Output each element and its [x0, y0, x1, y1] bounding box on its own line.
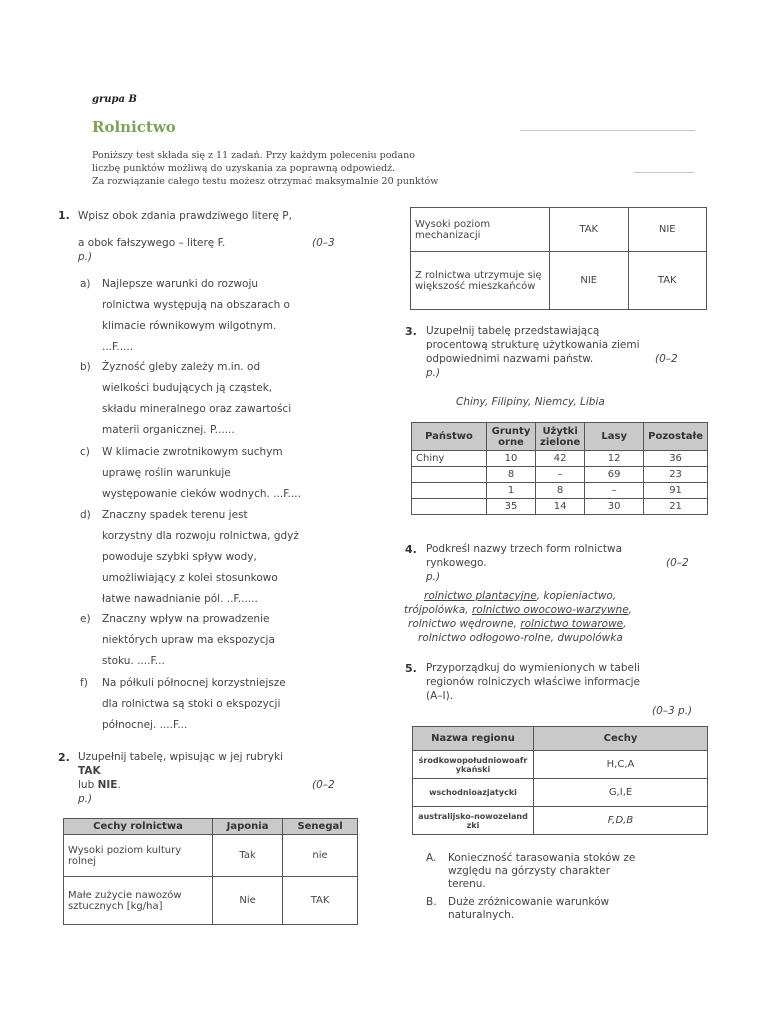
q2-cell: TAK [283, 877, 358, 925]
q3-header-cell: Pozostałe [644, 423, 708, 451]
q1-statement-line: występowanie cieków wodnych. ...F.... [102, 488, 301, 500]
q3-cell: Chiny [412, 451, 487, 467]
q2-cell: TAK [628, 252, 707, 310]
q4-points-2: p.) [426, 571, 441, 583]
q3-cell: 10 [487, 451, 536, 467]
q2-lub: lub [78, 779, 98, 791]
q5-prompt: Przyporządkuj do wymienionych w tabeli [426, 662, 640, 674]
q3-cell: 23 [644, 467, 708, 483]
q2-prompt-end [78, 779, 121, 792]
q1-prompt-2: a obok fałszywego – literę F. [78, 237, 226, 249]
intro-line: liczbę punktów możliwą do uzyskania za poprawną odpowiedź. [92, 163, 396, 174]
q3-cell: 14 [536, 499, 585, 515]
q1-prompt: Wpisz obok zdania prawdziwego literę P, [78, 210, 292, 222]
q2-tak: TAK [78, 765, 101, 777]
q4-prompt-2: rynkowego. [426, 557, 487, 569]
q1-statement-line: północnej. ....F... [102, 719, 188, 731]
q3-header-cell: Użytki zielone [536, 423, 585, 451]
q4-option: rolnictwo wędrowne, [408, 618, 521, 630]
q1-statement-label: f) [80, 677, 88, 689]
q5-option-label: B. [426, 896, 437, 908]
q1-statement-line: korzystny dla rozwoju rolnictwa, gdyż [102, 530, 299, 542]
q1-statement-label: b) [80, 361, 91, 373]
q1-statement-line: dla rolnictwa są stoki o ekspozycji [102, 698, 281, 710]
q2-points-2: p.) [78, 793, 93, 805]
q4-option: rolnictwo plantacyjne [424, 590, 537, 602]
q1-statement-line: niektórych upraw ma ekspozycja [102, 634, 275, 646]
q1-statement-line: ...F..... [102, 341, 134, 353]
q2-number: 2. [58, 751, 70, 764]
q5-option-line: terenu. [448, 878, 486, 890]
q1-statement-line: powoduje szybki spływ wody, [102, 551, 257, 563]
q4-option: , kopieniactwo, [536, 590, 617, 602]
q1-statement-label: e) [80, 613, 91, 625]
class-line [634, 172, 694, 173]
q3-cell: 69 [585, 467, 644, 483]
q3-cell: 8 [536, 483, 585, 499]
q1-statement-line: klimacie równikowym wilgotnym. [102, 320, 277, 332]
q3-cell [412, 483, 487, 499]
q1-statement-line: W klimacie zwrotnikowym suchym [102, 446, 283, 458]
q2-header-cell: Japonia [213, 819, 283, 835]
q1-statement-line: Na półkuli północnej korzystniejsze [102, 677, 286, 689]
q1-statement-line: uprawę roślin warunkuje [102, 467, 231, 479]
q5-option-line: Duże zróżnicowanie warunków [448, 896, 610, 908]
q3-table [411, 422, 708, 515]
name-line [520, 130, 695, 131]
q5-cell: australijsko-nowozelandzki [413, 807, 534, 835]
q2-header-cell: Cechy rolnictwa [64, 819, 213, 835]
q1-statement-line: umożliwiający z kolei stosunkowo [102, 572, 278, 584]
q3-cell: 1 [487, 483, 536, 499]
q2-cell: NIE [550, 252, 629, 310]
q2-cell: TAK [550, 208, 629, 252]
q2-cell: Wysoki poziom mechanizacji [411, 208, 550, 252]
q1-statement-label: d) [80, 509, 91, 521]
q1-number: 1. [58, 209, 70, 222]
q2-cell: nie [283, 835, 358, 877]
q5-cell: wschodnioazjatycki [413, 779, 534, 807]
group-label: grupa B [92, 94, 137, 105]
q2-nie: NIE [97, 779, 118, 791]
intro-text [92, 149, 512, 188]
q4-option: trójpolówka, [404, 604, 472, 616]
q3-cell: 35 [487, 499, 536, 515]
q1-statement-line: Żyzność gleby zależy m.in. od [102, 361, 261, 373]
q4-option: rolnictwo odłogowo-rolne, dwupolówka [418, 632, 623, 644]
q3-cell: 12 [585, 451, 644, 467]
q3-cell: 42 [536, 451, 585, 467]
q2-prompt: Uzupełnij tabelę, wpisując w jej rubryki [78, 751, 283, 763]
q1-points: (0–3 [312, 237, 335, 249]
q3-number: 3. [405, 325, 417, 338]
q4-options-line [424, 590, 616, 603]
q4-points: (0–2 [666, 557, 689, 569]
q2-cell: NIE [628, 208, 707, 252]
q4-prompt: Podkreśl nazwy trzech form rolnictwa [426, 543, 623, 555]
q5-header-cell: Cechy [534, 727, 708, 751]
q5-cell: G,I,E [534, 779, 708, 807]
q1-statement-line: Najlepsze warunki do rozwoju [102, 278, 259, 290]
q4-options-line [408, 618, 626, 631]
q1-statement-label: c) [80, 446, 90, 458]
q4-option: , [623, 618, 627, 630]
q3-points: (0–2 [655, 353, 678, 365]
q3-prompt-3: odpowiednimi nazwami państw. [426, 353, 594, 365]
q1-statement-line: materii organicznej. P...... [102, 424, 235, 436]
q5-cell: środkowopołudniowoafrykański [413, 751, 534, 779]
q3-cell: 30 [585, 499, 644, 515]
q2-cell: Nie [213, 877, 283, 925]
q3-cell [412, 499, 487, 515]
q5-prompt-3: (A–I). [426, 690, 454, 702]
q2-table-continued [410, 207, 707, 310]
q2-cell: Małe zużycie nawozów sztucznych [kg/ha] [64, 877, 213, 925]
q3-cell: 36 [644, 451, 708, 467]
q4-option: rolnictwo owocowo-warzywne [471, 604, 629, 616]
q4-options-line [404, 604, 632, 617]
q2-cell: Wysoki poziom kultury rolnej [64, 835, 213, 877]
q3-cell: – [585, 483, 644, 499]
q1-statement-label: a) [80, 278, 91, 290]
q2-points: (0–2 [312, 779, 335, 791]
q3-hint: Chiny, Filipiny, Niemcy, Libia [456, 396, 605, 408]
q3-cell [412, 467, 487, 483]
q5-prompt-2: regionów rolniczych właściwe informacje [426, 676, 641, 688]
q1-statement-line: stoku. ....F... [102, 655, 165, 667]
q3-header-cell: Lasy [585, 423, 644, 451]
q3-cell: 8 [487, 467, 536, 483]
q5-option-label: A. [426, 852, 437, 864]
q5-option-line: Konieczność tarasowania stoków ze [448, 852, 636, 864]
q4-option: rolnictwo towarowe [520, 618, 624, 630]
page-title: Rolnictwo [92, 118, 176, 136]
q1-statement-line: rolnictwa występują na obszarach o [102, 299, 290, 311]
q1-statement-line: Znaczny wpływ na prowadzenie [102, 613, 270, 625]
q1-statement-line: łatwe nawadnianie pól. ..F...... [102, 593, 258, 605]
q3-cell: – [536, 467, 585, 483]
q5-option-line: naturalnych. [448, 909, 515, 921]
q4-option: , [628, 604, 632, 616]
q5-cell: H,C,A [534, 751, 708, 779]
q1-statement-line: Znaczny spadek terenu jest [102, 509, 248, 521]
q5-header-cell: Nazwa regionu [413, 727, 534, 751]
q2-cell: Z rolnictwa utrzymuje się większość mieszkańców [411, 252, 550, 310]
q4-number: 4. [405, 543, 417, 556]
q3-prompt: Uzupełnij tabelę przedstawiającą [426, 325, 600, 337]
q3-cell: 91 [644, 483, 708, 499]
q1-statement-line: wielkości budujących ją cząstek, [102, 382, 273, 394]
q5-points: (0–3 p.) [652, 705, 693, 717]
q1-statement-line: składu mineralnego oraz zawartości [102, 403, 292, 415]
q5-number: 5. [405, 662, 417, 675]
q5-cell: F,D,B [534, 807, 708, 835]
q4-options-line [418, 632, 623, 645]
q3-points-2: p.) [426, 367, 441, 379]
q3-header-cell: Grunty orne [487, 423, 536, 451]
intro-line: Za rozwiązanie całego testu możesz otrzymać maksymalnie 20 punktów [92, 176, 439, 187]
q3-cell: 21 [644, 499, 708, 515]
q5-table [412, 726, 708, 835]
q2-dot: . [117, 779, 121, 791]
q2-cell: Tak [213, 835, 283, 877]
q1-points-2: p.) [78, 251, 93, 263]
q2-header-cell: Senegal [283, 819, 358, 835]
intro-line: Poniższy test składa się z 11 zadań. Przy każdym poleceniu podano [92, 150, 416, 161]
q5-option-line: względu na górzysty charakter [448, 865, 611, 877]
q2-table [63, 818, 358, 925]
q3-prompt-2: procentową strukturę użytkowania ziemi [426, 339, 640, 351]
q3-header-cell: Państwo [412, 423, 487, 451]
